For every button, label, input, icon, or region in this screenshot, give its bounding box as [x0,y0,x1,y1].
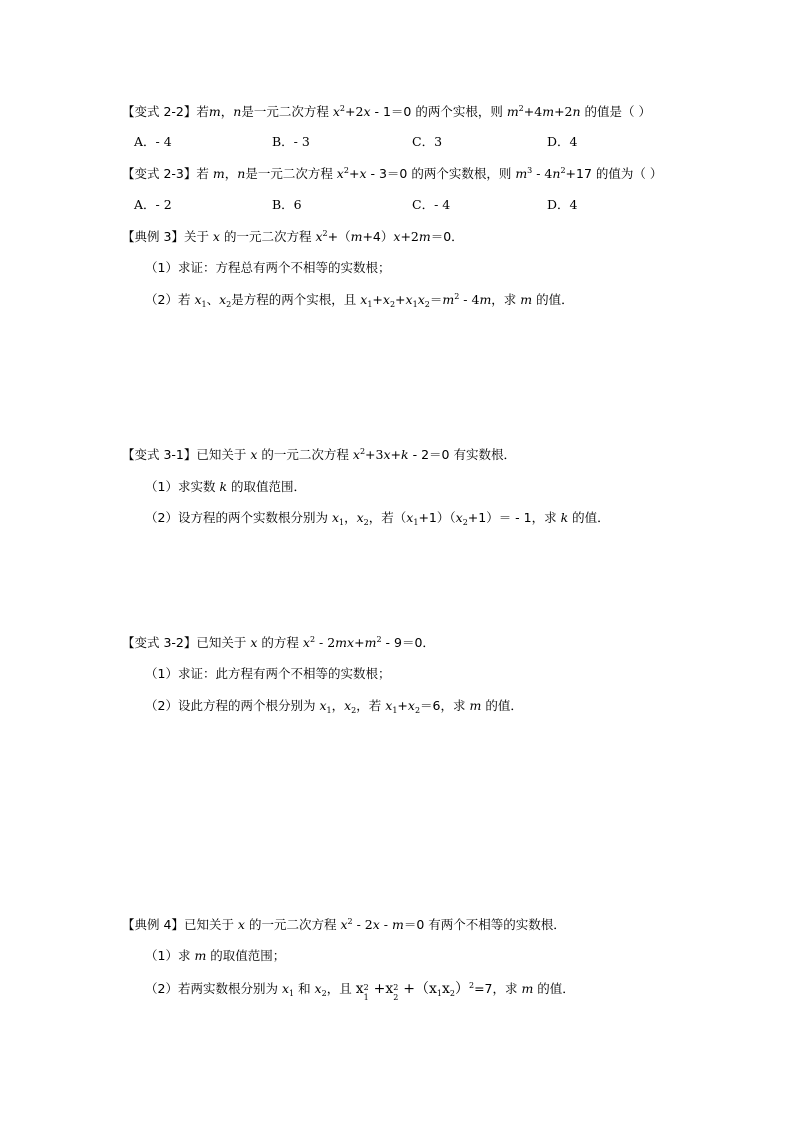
subquestion-example-4-2 [145,980,575,1002]
text: - 2 [352,917,373,932]
var-x: x [441,981,450,997]
subscript: 2 [462,518,468,527]
var-n: n [233,104,242,119]
question-tag: 【典例 4】 [122,917,184,932]
text: +3 [365,447,384,462]
text: - 1＝0 的两个实根，则 [370,104,507,119]
subscript: 1 [363,992,369,1002]
var-x: x [336,166,344,181]
var-m: m [335,635,348,650]
text: ， [224,166,238,181]
text: （1）求证：此方程有两个不相等的实数根； [145,666,391,681]
exponent: 2 [322,229,328,238]
var-x: x [250,447,258,462]
var-x: x [281,981,289,996]
text: 关于 [183,229,213,244]
exponent: 2 [454,292,460,301]
question-tag: 【典例 3】 [122,229,184,244]
subscript: 1 [436,989,442,998]
var-m: m [212,166,225,181]
text: ， [220,104,234,119]
var-n: n [552,166,561,181]
question-variant-2-2 [122,103,651,121]
var-x: x [212,229,220,244]
subquestion-variant-3-2-2 [145,697,523,715]
exponent: 2 [359,447,366,456]
text: - 2＝0 有实数根． [408,447,516,462]
var-x: x [194,292,202,307]
text: - 9＝0． [381,635,435,650]
var-n: n [572,104,581,119]
text: 的一元二次方程 [219,229,316,244]
subscript: 1 [326,706,332,715]
var-x: x [385,981,394,997]
exponent: 2 [339,104,345,113]
subscript: 1 [201,300,207,309]
text: （1）求实数 [145,479,220,494]
var-m: m [418,229,431,244]
question-tag: 【变式 3-1】 [122,447,197,462]
text: ， [331,698,345,713]
subscript: 2 [351,706,357,715]
subscript: 1 [339,518,345,527]
subquestion-variant-3-1-2 [145,509,610,527]
text: （2）设方程的两个实数根分别为 [145,510,332,525]
text: （2）若 [145,292,195,307]
exponent: 2 [468,981,475,990]
var-x: x [385,698,393,713]
text: 和 [294,981,315,996]
subquestion-variant-3-1-1 [145,478,306,496]
var-x: x [372,917,380,932]
text: 是方程的两个实根，且 [231,292,361,307]
var-m: m [521,981,534,996]
exponent: 2 [347,917,353,926]
text: + [372,292,383,307]
text: + [390,447,402,462]
exponent: 2 [393,982,399,992]
text: ＝ [429,292,443,307]
text: - 3＝0 的两个实数根，则 [366,166,516,181]
var-x: x [360,292,368,307]
option-a[interactable]: A．- 2 [134,197,172,212]
exponent: 2 [309,635,316,644]
exponent: 2 [560,166,566,175]
var-x: x [344,698,352,713]
subscript: 2 [389,300,396,309]
text: 的值． [568,510,610,525]
text: +1）（ [418,510,456,525]
text: +1）＝ - 1，求 [467,510,561,525]
var-x: x [237,917,245,932]
sup-sub-stack [393,981,403,1002]
var-m: m [469,698,482,713]
var-x: x [393,229,401,244]
text: + [397,698,408,713]
question-variant-3-2 [122,634,435,652]
var-x: x [332,104,340,119]
text: +4 [523,104,543,119]
var-x: x [352,447,360,462]
subscript: 1 [289,989,295,998]
question-variant-3-1 [122,446,516,464]
text: ＝6，求 [420,698,470,713]
text: ） [454,981,469,997]
var-m: m [391,917,404,932]
var-x: x [417,292,425,307]
question-tag: 【变式 2-3】 [122,166,197,181]
question-variant-2-3 [122,165,662,183]
text: +（ [327,229,351,244]
text: + [348,166,360,181]
option-b[interactable]: B．- 3 [272,134,310,149]
var-k: k [401,447,409,462]
text: 是一元二次方程 [241,104,329,119]
exponent: 2 [376,635,382,644]
var-x: x [356,510,364,525]
text: （1）求 [145,948,195,963]
var-m: m [506,104,519,119]
text: （2）设此方程的两个根分别为 [145,698,320,713]
text: =7，求 [474,981,522,996]
text: - 4 [459,292,480,307]
text: - [379,917,392,932]
var-x: x [382,292,390,307]
var-m: m [442,292,455,307]
text: 已知关于 [196,635,251,650]
option-b[interactable]: B．6 [272,197,302,212]
var-m: m [364,635,377,650]
text: ，且 [326,981,356,996]
var-x: x [302,635,310,650]
text: - 4 [532,166,553,181]
text: 、 [206,292,220,307]
text: 的一元二次方程 [257,447,353,462]
text: ＝0 有两个不相等的实数根． [403,917,566,932]
subscript: 2 [393,992,399,1002]
text: （2）若两实数根分别为 [145,981,282,996]
text: +（x [403,981,437,997]
option-c[interactable]: C．- 4 [412,197,451,212]
var-x: x [250,635,258,650]
option-c[interactable]: C．3 [412,134,443,149]
subquestion-variant-3-2-1 [145,665,390,683]
var-x: x [363,104,371,119]
subscript: 2 [321,989,327,998]
text: +4） [362,229,394,244]
var-x: x [315,229,323,244]
text: 是一元二次方程 [245,166,337,181]
option-a[interactable]: A．- 4 [134,134,172,149]
text: 已知关于 [196,447,251,462]
var-x: x [359,166,367,181]
text: ， [344,510,357,525]
text: 的值． [533,981,575,996]
exponent: 3 [527,166,533,175]
question-tag: 【变式 2-2】 [122,104,197,119]
var-x: x [405,292,413,307]
var-x: x [314,981,322,996]
text: 的一元二次方程 [244,917,341,932]
var-x: x [331,510,339,525]
text: 的取值范围； [206,948,286,963]
var-m: m [520,292,533,307]
subquestion-example-4-1 [145,947,285,965]
text: + [395,292,406,307]
text: 若 [196,166,213,181]
text: + [354,635,365,650]
subquestion-example-3-1 [145,259,390,277]
subquestion-example-3-2 [145,291,574,309]
sup-sub-stack [363,981,374,1002]
text: 的值是（ ） [580,104,652,119]
text: +17 的值为（ ） [565,166,663,181]
text: 的取值范围． [227,479,306,494]
var-m: m [208,104,221,119]
text: ＝0． [430,229,464,244]
exponent: 2 [363,982,369,992]
exponent: 2 [518,104,524,113]
var-x: x [383,447,391,462]
var-x: x [340,917,348,932]
text: 的值． [532,292,574,307]
question-example-4 [122,916,566,934]
var-x: x [355,981,364,997]
text: + [373,981,386,997]
question-example-3 [122,228,464,246]
subscript: 2 [449,989,455,998]
var-x: x [319,698,327,713]
var-x: x [219,292,227,307]
text: +2 [400,229,419,244]
var-m: m [350,229,363,244]
text: +2 [554,104,573,119]
subscript: 2 [226,300,232,309]
subscript: 2 [363,518,369,527]
text: 的值． [481,698,523,713]
var-x: x [455,510,463,525]
var-x: x [347,635,355,650]
subscript: 1 [412,300,418,309]
var-x: x [407,698,415,713]
var-x: x [406,510,414,525]
exponent: 2 [343,166,349,175]
var-k: k [219,479,228,494]
text: （1）求证：方程总有两个不相等的实数根； [145,260,391,275]
option-d[interactable]: D．4 [547,197,578,212]
text: ，若 [356,698,386,713]
var-m: m [194,948,207,963]
text: +2 [345,104,364,119]
var-m: m [479,292,492,307]
subscript: 2 [424,300,430,309]
var-n: n [237,166,246,181]
subscript: 1 [392,706,398,715]
subscript: 2 [414,706,421,715]
subscript: 1 [367,300,373,309]
text: 的方程 [257,635,303,650]
text: 已知关于 [183,917,238,932]
var-m: m [542,104,555,119]
text: - 2 [315,635,336,650]
text: ，若（ [368,510,407,525]
var-m: m [515,166,528,181]
var-k: k [560,510,569,525]
text: ，求 [491,292,521,307]
subscript: 1 [413,518,419,527]
text: 若 [196,104,209,119]
question-tag: 【变式 3-2】 [122,635,197,650]
option-d[interactable]: D．4 [547,134,578,149]
